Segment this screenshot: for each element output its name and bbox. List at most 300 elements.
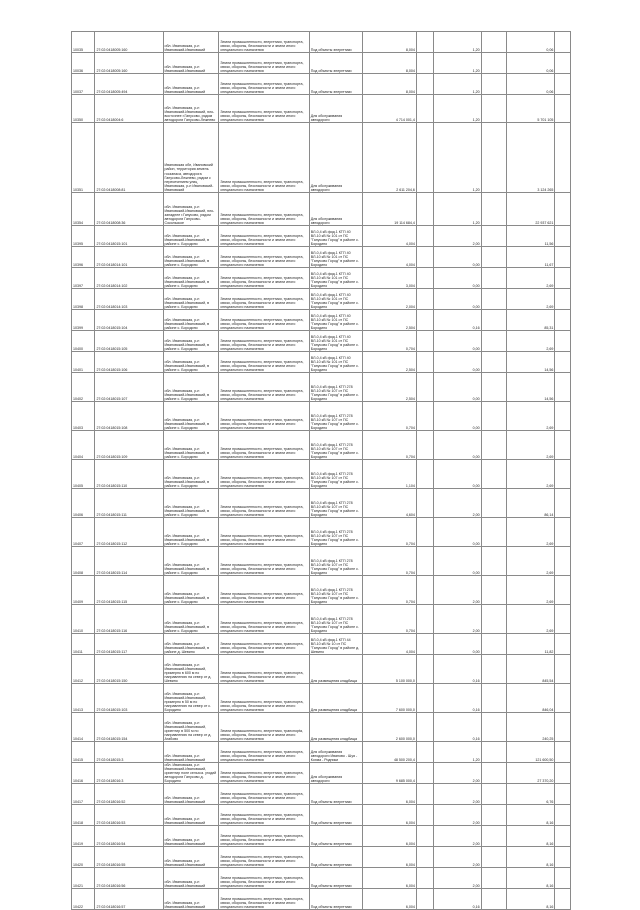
address-cell: обл. Ивановская, р-н Ивановский-Ивановский, ориентир в 500 м по направлению на север от д. Агабово <box>163 713 219 742</box>
address-cell: обл. Ивановская, р-н Ивановский-Ивановский, в районе с. Бородино <box>163 460 219 489</box>
rate-cell: 0,00 <box>433 460 481 489</box>
blank-cell <box>555 684 571 713</box>
land-category-cell: Земли промышленности, энергетики, транспорта, связи, обороны, безопасности и земли иного специального назначения <box>219 310 309 331</box>
area-cell: 8,004 <box>363 53 417 74</box>
cadastral-number: 27:02:0418015:150 <box>95 655 163 684</box>
tax-sum-cell: 2,69 <box>507 289 555 310</box>
blank-cell <box>416 655 433 684</box>
area-cell: 4,604 <box>363 489 417 518</box>
permitted-use-cell: Под объекты энергетики <box>309 32 363 53</box>
cadastral-number: 27:02:0418015:3 <box>95 742 163 763</box>
land-category-cell: Земли промышленности, энергетики, транспорта, связи, обороны, безопасности и земли иного специального назначения <box>219 576 309 605</box>
row-number: 10036 <box>72 53 95 74</box>
rate-cell: 0,00 <box>433 268 481 289</box>
row-number: 10351 <box>72 123 95 193</box>
land-category-cell: Земли промышленности, энергетики, транспорта, связи, обороны, безопасности и земли иного специального назначения <box>219 655 309 684</box>
area-cell: 2 600 000,0 <box>363 713 417 742</box>
land-category-cell: Земли промышленности, энергетики, транспорта, связи, обороны, безопасности и земли иного специального назначения <box>219 847 309 868</box>
rate-cell: 0,00 <box>433 331 481 352</box>
blank-cell <box>481 805 507 826</box>
permitted-use-cell: Под объекты энергетики <box>309 889 363 910</box>
permitted-use-cell: Под объекты энергетики <box>309 847 363 868</box>
cadastral-number: 27:02:0418015:116 <box>95 605 163 634</box>
cadastral-number: 27:02:0418005:494 <box>95 74 163 95</box>
row-number: 10354 <box>72 193 95 226</box>
blank-cell <box>481 518 507 547</box>
row-number: 10411 <box>72 634 95 655</box>
blank-cell <box>416 868 433 889</box>
blank-cell <box>481 684 507 713</box>
address-cell: обл. Ивановская, р-н Ивановский-Ивановский <box>163 847 219 868</box>
land-category-cell: Земли промышленности, энергетики, транспорта, связи, обороны, безопасности и земли иного специального назначения <box>219 289 309 310</box>
cadastral-number: 27:02:0418015:103 <box>95 684 163 713</box>
cadastral-number: 27:02:0418016:54 <box>95 826 163 847</box>
blank-cell <box>416 310 433 331</box>
area-cell: 1,104 <box>363 460 417 489</box>
rate-cell: 1,20 <box>433 742 481 763</box>
table-row <box>72 742 571 763</box>
table-row <box>72 402 571 431</box>
address-cell: обл. Ивановская, р-н Ивановский-Ивановский, юго-восточнее г.Ганусово, рядом автодороги Ганусово-Лежнево <box>163 95 219 123</box>
blank-cell <box>481 226 507 247</box>
blank-cell <box>416 742 433 763</box>
blank-cell <box>555 352 571 373</box>
cadastral-number: 27:02:0418015:115 <box>95 576 163 605</box>
blank-cell <box>555 268 571 289</box>
rate-cell: 0,16 <box>433 684 481 713</box>
blank-cell <box>481 352 507 373</box>
rate-cell: 2,00 <box>433 784 481 805</box>
table-row <box>72 431 571 460</box>
table-row <box>72 53 571 74</box>
area-cell: 3,004 <box>363 268 417 289</box>
row-number: 10420 <box>72 847 95 868</box>
row-number: 10418 <box>72 805 95 826</box>
permitted-use-cell: ВЛ-0,4 кВ фид.1 КТП 40 ВЛ-10 кВ № 101 от ПС "Ганусово Город" в районе с. Бородино <box>309 331 363 352</box>
blank-cell <box>416 247 433 268</box>
land-category-cell: Земли промышленности, энергетики, транспорта, связи, обороны, безопасности и земли иного специального назначения <box>219 431 309 460</box>
blank-cell <box>555 889 571 910</box>
address-cell: обл. Ивановская, р-н Ивановский-Ивановский <box>163 74 219 95</box>
row-number: 10407 <box>72 518 95 547</box>
land-category-cell: Земли промышленности, энергетики, транспорта, связи, обороны, безопасности и земли иного специального назначения <box>219 352 309 373</box>
row-number: 10409 <box>72 576 95 605</box>
table-row <box>72 489 571 518</box>
permitted-use-cell: Под объекты энергетики <box>309 868 363 889</box>
rate-cell: 1,20 <box>433 123 481 193</box>
blank-cell <box>481 373 507 402</box>
tax-sum-cell: 2,69 <box>507 576 555 605</box>
cadastral-number: 27:02:0418008:36 <box>95 193 163 226</box>
table-row <box>72 32 571 53</box>
area-cell: 2,504 <box>363 373 417 402</box>
tax-sum-cell: 846,04 <box>507 684 555 713</box>
table-row <box>72 193 571 226</box>
permitted-use-cell: Под объекты энергетики <box>309 74 363 95</box>
permitted-use-cell: ВЛ-0,4 кВ фид.1 КТП 278 ВЛ-10 кВ № 107 от ПС "Ганусово Город" в районе с. Бородино <box>309 547 363 576</box>
rate-cell: 0,00 <box>433 634 481 655</box>
address-cell: обл. Ивановская, р-н Ивановский-Ивановский, в районе с. Бородино <box>163 289 219 310</box>
tax-sum-cell: 11,56 <box>507 226 555 247</box>
permitted-use-cell: ВЛ-0,4 кВ фид.1 КТП 40 ВЛ-10 кВ № 101 от ПС "Ганусово Город" в районе с. Бородино <box>309 226 363 247</box>
table-row <box>72 576 571 605</box>
tax-sum-cell: 8,16 <box>507 805 555 826</box>
blank-cell <box>555 310 571 331</box>
table-row <box>72 547 571 576</box>
row-number: 10413 <box>72 684 95 713</box>
rate-cell: 2,00 <box>433 826 481 847</box>
address-cell: обл. Ивановская, р-н Ивановский-Ивановский, в районе с. Бородино <box>163 547 219 576</box>
blank-cell <box>481 331 507 352</box>
tax-sum-cell: 8,16 <box>507 847 555 868</box>
tax-sum-cell: 240,25 <box>507 713 555 742</box>
land-category-cell: Земли промышленности, энергетики, транспорта, связи, обороны, безопасности и земли иного специального назначения <box>219 547 309 576</box>
tax-sum-cell: 5 701 105 <box>507 95 555 123</box>
land-category-cell: Земли промышленности, энергетики, транспорта, связи, обороны, безопасности и земли иного специального назначения <box>219 32 309 53</box>
permitted-use-cell: ВЛ-0,4 кВ фид.1 КТП 40 ВЛ-10 кВ № 101 от ПС "Ганусово Город" в районе с. Бородино <box>309 289 363 310</box>
tax-sum-cell: 14,56 <box>507 373 555 402</box>
row-number: 10396 <box>72 247 95 268</box>
land-category-cell: Земли промышленности, энергетики, транспорта, связи, обороны, безопасности и земли иного специального назначения <box>219 634 309 655</box>
row-number: 10403 <box>72 402 95 431</box>
rate-cell: 0,00 <box>433 431 481 460</box>
blank-cell <box>555 805 571 826</box>
rate-cell: 0,00 <box>433 352 481 373</box>
blank-cell <box>416 784 433 805</box>
rate-cell: 0,16 <box>433 889 481 910</box>
blank-cell <box>416 489 433 518</box>
area-cell: 4,004 <box>363 247 417 268</box>
area-cell: 2 611 204,6 <box>363 123 417 193</box>
blank-cell <box>416 53 433 74</box>
rate-cell: 2,00 <box>433 605 481 634</box>
rate-cell: 0,00 <box>433 289 481 310</box>
rate-cell: 0,00 <box>433 373 481 402</box>
permitted-use-cell: Для размещения кладбища <box>309 713 363 742</box>
row-number: 10404 <box>72 431 95 460</box>
blank-cell <box>416 331 433 352</box>
blank-cell <box>416 826 433 847</box>
rate-cell: 1,20 <box>433 32 481 53</box>
blank-cell <box>416 460 433 489</box>
blank-cell <box>416 431 433 460</box>
blank-cell <box>555 489 571 518</box>
address-cell: обл. Ивановская, р-н Ивановский-Ивановский, в районе с. Бородино <box>163 605 219 634</box>
blank-cell <box>555 247 571 268</box>
blank-cell <box>416 684 433 713</box>
land-category-cell: Земли промышленности, энергетики, транспорта, связи, обороны, безопасности и земли иного специального назначения <box>219 784 309 805</box>
blank-cell <box>416 123 433 193</box>
address-cell: обл. Ивановская, р-н Ивановский-Ивановский, в районе с. Бородино <box>163 226 219 247</box>
permitted-use-cell: Под объекты энергетики <box>309 784 363 805</box>
blank-cell <box>416 32 433 53</box>
land-category-cell: Земли промышленности, энергетики, транспорта, связи, обороны, безопасности и земли иного специального назначения <box>219 373 309 402</box>
blank-cell <box>416 289 433 310</box>
table-row <box>72 889 571 910</box>
blank-cell <box>555 74 571 95</box>
cadastral-number: 27:02:0418016:52 <box>95 784 163 805</box>
tax-sum-cell: 0,06 <box>507 74 555 95</box>
table-row <box>72 310 571 331</box>
rate-cell: 1,20 <box>433 53 481 74</box>
land-category-cell: Земли промышленности, энергетики, транспорта, связи, обороны, безопасности и земли иного специального назначения <box>219 402 309 431</box>
blank-cell <box>416 805 433 826</box>
blank-cell <box>416 402 433 431</box>
blank-cell <box>555 193 571 226</box>
address-cell: обл. Ивановская, р-н Ивановский-Ивановский, в районе с. Бородино <box>163 352 219 373</box>
land-category-cell: Земли промышленности, энергетики, транспорта, связи, обороны, безопасности и земли иного специального назначения <box>219 763 309 784</box>
cadastral-number: 27:02:0418008:81 <box>95 123 163 193</box>
blank-cell <box>416 226 433 247</box>
land-category-cell: Земли промышленности, энергетики, транспорта, связи, обороны, безопасности и земли иного специального назначения <box>219 684 309 713</box>
blank-cell <box>481 402 507 431</box>
area-cell: 8,004 <box>363 74 417 95</box>
table-row <box>72 805 571 826</box>
address-cell: обл. Ивановская, р-н Ивановский-Ивановский <box>163 826 219 847</box>
row-number: 10406 <box>72 489 95 518</box>
tax-sum-cell: 2,69 <box>507 605 555 634</box>
address-cell: Ивановская обл, Ивановский район, территория земель госзапаса, автодорога Ганусово-Лежнево, рядом с пересечением улиц Ивановская, р-н Ивановский-Ивановский <box>163 123 219 193</box>
blank-cell <box>481 605 507 634</box>
area-cell: 0,704 <box>363 431 417 460</box>
blank-cell <box>555 518 571 547</box>
table-row <box>72 713 571 742</box>
table-row <box>72 289 571 310</box>
area-cell: 0,704 <box>363 547 417 576</box>
area-cell: 2,004 <box>363 289 417 310</box>
area-cell: 0,704 <box>363 605 417 634</box>
blank-cell <box>555 53 571 74</box>
address-cell: обл. Ивановская, р-н Ивановский-Ивановский, в районе с. Бородино <box>163 518 219 547</box>
cadastral-number: 27:02:0418016:56 <box>95 868 163 889</box>
rate-cell: 0,00 <box>433 402 481 431</box>
cadastral-number: 27:02:0418015:117 <box>95 634 163 655</box>
cadastral-number: 27:02:0418016:57 <box>95 889 163 910</box>
cadastral-number: 27:02:0418016:53 <box>95 805 163 826</box>
permitted-use-cell: Для обслуживания автодороги <box>309 763 363 784</box>
table-row <box>72 373 571 402</box>
rate-cell: 0,00 <box>433 247 481 268</box>
tax-sum-cell: 8,16 <box>507 868 555 889</box>
row-number: 10417 <box>72 784 95 805</box>
table-row <box>72 847 571 868</box>
tax-sum-cell: 2,69 <box>507 331 555 352</box>
table-row <box>72 826 571 847</box>
blank-cell <box>481 826 507 847</box>
blank-cell <box>416 634 433 655</box>
land-category-cell: Земли промышленности, энергетики, транспорта, связи, обороны, безопасности и земли иного специального назначения <box>219 605 309 634</box>
tax-sum-cell: 27 370,20 <box>507 763 555 784</box>
land-category-cell: Земли промышленности, энергетики, транспорta, связи, обороны, безопасности и земли иного специального назначения <box>219 713 309 742</box>
blank-cell <box>481 289 507 310</box>
blank-cell <box>555 431 571 460</box>
table-row <box>72 352 571 373</box>
address-cell: обл. Ивановская, р-н Ивановский-Ивановский <box>163 53 219 74</box>
rate-cell: 0,00 <box>433 547 481 576</box>
row-number: 10416 <box>72 763 95 784</box>
area-cell: 48 500 200,4 <box>363 742 417 763</box>
area-cell: 4 714 001,4 <box>363 95 417 123</box>
tax-sum-cell: 6,76 <box>507 784 555 805</box>
land-category-cell: Земли промышленности, энергетики, транспорта, связи, обороны, безопасности и земли иного специального назначения <box>219 226 309 247</box>
blank-cell <box>481 868 507 889</box>
rate-cell: 2,00 <box>433 576 481 605</box>
blank-cell <box>416 518 433 547</box>
blank-cell <box>555 289 571 310</box>
row-number: 10037 <box>72 74 95 95</box>
blank-cell <box>555 763 571 784</box>
row-number: 10415 <box>72 742 95 763</box>
address-cell: обл. Ивановская, р-н Ивановский-Ивановский, в районе с. Бородино <box>163 247 219 268</box>
land-category-cell: Земли промышленности, энергетики, транспорта, связи, обороны, безопасности и земли иного специального назначения <box>219 331 309 352</box>
cadastral-number: 27:02:0418014:103 <box>95 289 163 310</box>
address-cell: обл. Ивановская, р-н Ивановский-Ивановский, в районе д. Шевино <box>163 634 219 655</box>
blank-cell <box>481 310 507 331</box>
rate-cell: 2,00 <box>433 805 481 826</box>
blank-cell <box>416 605 433 634</box>
blank-cell <box>416 193 433 226</box>
permitted-use-cell: ВЛ-0,4 кВ фид.1 КТП 278 ВЛ-10 кВ № 107 от ПС "Ганусово Город" в районе с. Бородино <box>309 605 363 634</box>
cadastral-number: 27:02:0418015:154 <box>95 713 163 742</box>
table-row <box>72 123 571 193</box>
blank-cell <box>416 847 433 868</box>
blank-cell <box>555 576 571 605</box>
blank-cell <box>416 547 433 576</box>
blank-cell <box>555 784 571 805</box>
blank-cell <box>555 331 571 352</box>
area-cell: 0,704 <box>363 518 417 547</box>
land-category-cell: Земли промышленности, энергетики, транспорта, связи, обороны, безопасности и земли иного специального назначения <box>219 123 309 193</box>
land-category-cell: Земли промышленности, энергетики, транспорта, связи, обороны, безопасности и земли иного специального назначения <box>219 889 309 910</box>
permitted-use-cell: ВЛ-0,4 кВ фид.1 КТП 40 ВЛ-10 кВ № 101 от ПС "Ганусово Город" в районе с. Бородино <box>309 310 363 331</box>
document-page <box>71 31 571 910</box>
permitted-use-cell: ВЛ-0,4 кВ фид.1 КТП 278 ВЛ-10 кВ № 107 от ПС "Ганусово Город" в районе с. Бородино <box>309 373 363 402</box>
permitted-use-cell: ВЛ-0,4 кВ фид.1 КТП 40 ВЛ-10 кВ № 101 от ПС "Ганусово Город" в районе с. Бородино <box>309 268 363 289</box>
land-category-cell: Земли промышленности, энергетики, транспорта, связи, обороны, безопасности и земли иного специального назначения <box>219 193 309 226</box>
row-number: 10422 <box>72 889 95 910</box>
tax-sum-cell: 11,82 <box>507 634 555 655</box>
blank-cell <box>481 713 507 742</box>
land-category-cell: Земли промышленности, энергетики, транспорта, связи, обороны, безопасности и земли иного специального назначения <box>219 53 309 74</box>
tax-sum-cell: 2,69 <box>507 547 555 576</box>
rate-cell: 1,20 <box>433 193 481 226</box>
table-row <box>72 74 571 95</box>
cadastral-number: 27:02:0418015:108 <box>95 402 163 431</box>
permitted-use-cell: ВЛ-0,4 кВ фид.1 КТП 278 ВЛ-10 кВ № 107 от ПС "Ганусово Город" в районе с. Бородино <box>309 518 363 547</box>
blank-cell <box>481 576 507 605</box>
cadastral-number: 27:02:0418016:3 <box>95 763 163 784</box>
cadastral-number: 27:02:0418015:104 <box>95 310 163 331</box>
table-row <box>72 605 571 634</box>
blank-cell <box>481 32 507 53</box>
blank-cell <box>416 74 433 95</box>
area-cell: 6,004 <box>363 784 417 805</box>
rate-cell: 2,00 <box>433 847 481 868</box>
blank-cell <box>555 547 571 576</box>
address-cell: обл. Ивановская, р-н Ивановский-Ивановский <box>163 784 219 805</box>
cadastral-number: 27:02:0418015:105 <box>95 331 163 352</box>
row-number: 10412 <box>72 655 95 684</box>
cadastral-number: 27:02:0418005:160 <box>95 53 163 74</box>
permitted-use-cell: ВЛ-0,4 кВ фид.1 КТП 278 ВЛ-10 кВ № 107 от ПС "Ганусово Город" в районе с. Бородино <box>309 431 363 460</box>
row-number: 10395 <box>72 226 95 247</box>
cadastral-number: 27:02:0418015:112 <box>95 518 163 547</box>
cadastral-number: 27:02:0418015:114 <box>95 547 163 576</box>
blank-cell <box>416 576 433 605</box>
area-cell: 8,004 <box>363 32 417 53</box>
tax-sum-cell: 0,06 <box>507 53 555 74</box>
blank-cell <box>481 634 507 655</box>
rate-cell: 2,00 <box>433 226 481 247</box>
permitted-use-cell: Под объекты энергетики <box>309 53 363 74</box>
land-category-cell: Земли промышленности, энергетики, транспорта, связи, обороны, безопасности и земли иного специального назначения <box>219 742 309 763</box>
address-cell: обл. Ивановская, р-н Ивановский-Ивановский, примерно в 600 м по направлению на север от д. Шевино <box>163 655 219 684</box>
land-category-cell: Земли промышленности, энергетики, транспорта, связи, обороны, безопасности и земли иного специального назначения <box>219 868 309 889</box>
permitted-use-cell: ВЛ-0,4 кВ фид.1 КТП 40 ВЛ-10 кВ № 101 от ПС "Ганусово Город" в районе с. Бородино <box>309 247 363 268</box>
land-category-cell: Земли промышленности, энергетики, транспорта, связи, обороны, безопасности и земли иного специального назначения <box>219 74 309 95</box>
tax-sum-cell: 86,14 <box>507 489 555 518</box>
blank-cell <box>481 431 507 460</box>
address-cell: обл. Ивановская, р-н Ивановский-Ивановский, в районе с. Бородино <box>163 373 219 402</box>
blank-cell <box>555 373 571 402</box>
tax-sum-cell: 8,16 <box>507 826 555 847</box>
blank-cell <box>481 763 507 784</box>
cadastral-number: 27:02:0418014:101 <box>95 247 163 268</box>
blank-cell <box>481 742 507 763</box>
area-cell: 4,004 <box>363 634 417 655</box>
permitted-use-cell: Для обслуживания автодороги <box>309 193 363 226</box>
tax-sum-cell: 11,67 <box>507 247 555 268</box>
table-row <box>72 868 571 889</box>
permitted-use-cell: ВЛ-0,4 кВ фид.1 КТП 278 ВЛ-10 кВ № 107 от ПС "Ганусово Город" в районе с. Бородино <box>309 460 363 489</box>
blank-cell <box>555 868 571 889</box>
row-number: 10421 <box>72 868 95 889</box>
blank-cell <box>555 605 571 634</box>
tax-sum-cell: 14,56 <box>507 352 555 373</box>
area-cell: 6,004 <box>363 868 417 889</box>
blank-cell <box>416 95 433 123</box>
table-row <box>72 784 571 805</box>
tax-sum-cell: 2,69 <box>507 518 555 547</box>
rate-cell: 0,16 <box>433 310 481 331</box>
blank-cell <box>481 95 507 123</box>
blank-cell <box>481 547 507 576</box>
table-row <box>72 268 571 289</box>
blank-cell <box>416 713 433 742</box>
row-number: 10035 <box>72 32 95 53</box>
parcel-table-body <box>72 32 571 910</box>
permitted-use-cell: Для обслуживания автодороги <box>309 123 363 193</box>
rate-cell: 1,20 <box>433 74 481 95</box>
row-number: 10402 <box>72 373 95 402</box>
tax-sum-cell: 845,54 <box>507 655 555 684</box>
permitted-use-cell: Под объекты энергетики <box>309 805 363 826</box>
land-category-cell: Земли промышленности, энергетики, транспорта, связи, обороны, безопасности и земли иного специального назначения <box>219 489 309 518</box>
row-number: 10414 <box>72 713 95 742</box>
blank-cell <box>481 247 507 268</box>
table-row <box>72 518 571 547</box>
rate-cell: 2,00 <box>433 868 481 889</box>
area-cell: 0,704 <box>363 331 417 352</box>
tax-sum-cell: 2,69 <box>507 268 555 289</box>
row-number: 10398 <box>72 289 95 310</box>
area-cell: 2,504 <box>363 352 417 373</box>
blank-cell <box>555 713 571 742</box>
area-cell: 6,004 <box>363 889 417 910</box>
blank-cell <box>481 53 507 74</box>
table-row <box>72 460 571 489</box>
cadastral-number: 27:02:0418004:6 <box>95 95 163 123</box>
